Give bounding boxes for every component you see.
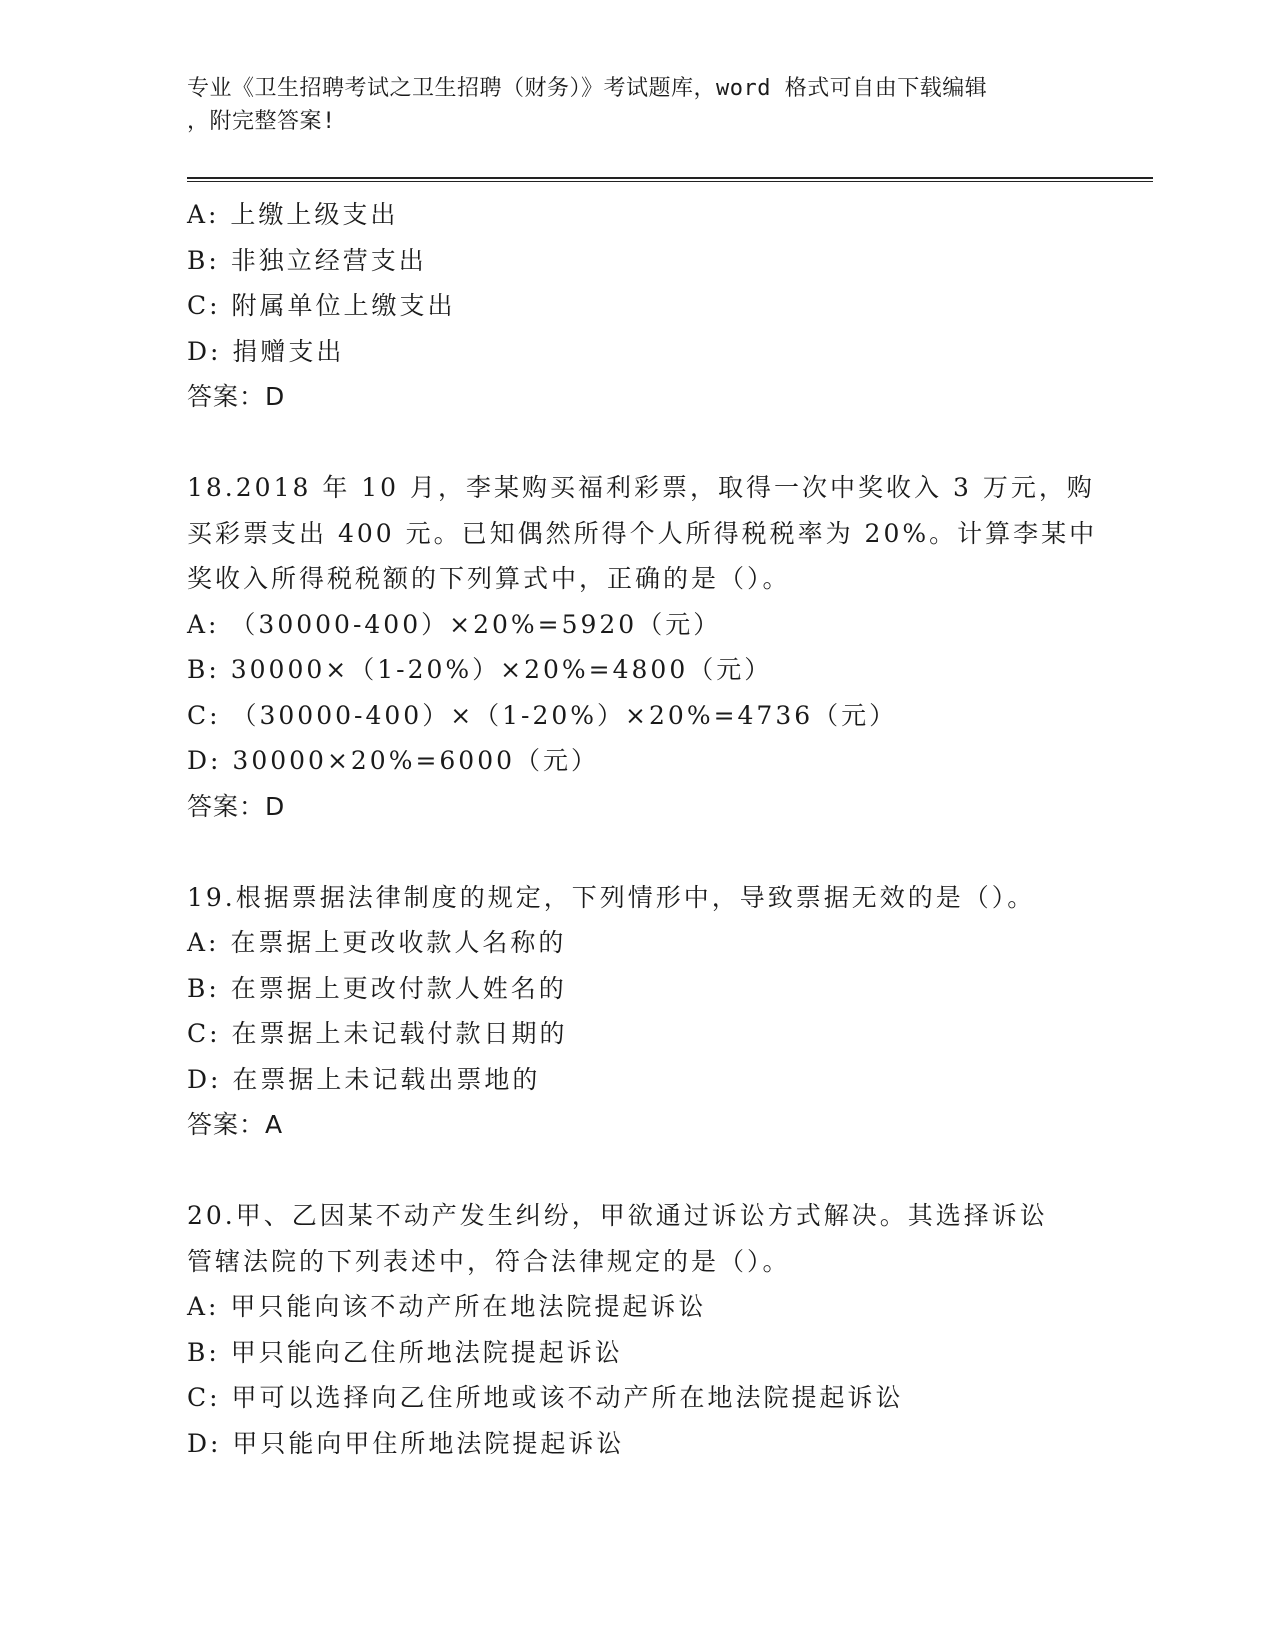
option-a: A: 甲只能向该不动产所在地法院提起诉讼	[187, 1292, 707, 1321]
header-rule-thick	[187, 177, 1153, 179]
answer: 答案：D	[187, 791, 286, 821]
question-stem-line: 奖收入所得税税额的下列算式中，正确的是（）。	[187, 564, 791, 593]
question-20	[187, 1193, 1087, 1466]
option-c: C: 甲可以选择向乙住所地或该不动产所在地法院提起诉讼	[187, 1383, 904, 1412]
header-rule-thin	[187, 181, 1153, 182]
question-17	[187, 192, 1087, 420]
option-b: B: 甲只能向乙住所地法院提起诉讼	[187, 1337, 623, 1367]
question-stem-line: 20.甲、乙因某不动产发生纠纷，甲欲通过诉讼方式解决。其选择诉讼	[187, 1201, 1048, 1230]
header-line-1: 专业《卫生招聘考试之卫生招聘（财务）》考试题库，word 格式可自由下载编辑	[187, 76, 988, 101]
option-c: C: 在票据上未记载付款日期的	[187, 1019, 568, 1048]
option-b: B: 在票据上更改付款人姓名的	[187, 973, 567, 1003]
option-c: C: 附属单位上缴支出	[187, 291, 456, 320]
header-line-2: ，附完整答案!	[187, 109, 336, 134]
option-b: B: 30000×（1-20%）×20%=4800（元）	[187, 655, 773, 684]
answer: 答案：A	[187, 1110, 284, 1139]
question-19	[187, 875, 1087, 1148]
question-stem-line: 买彩票支出 400 元。已知偶然所得个人所得税税率为 20%。计算李某中	[187, 518, 1098, 548]
question-18	[187, 465, 1098, 829]
answer: 答案：D	[187, 382, 286, 411]
option-d: D: 甲只能向甲住所地法院提起诉讼	[187, 1428, 625, 1458]
question-stem-line: 18.2018 年 10 月，李某购买福利彩票，取得一次中奖收入 3 万元，购	[187, 473, 1095, 502]
option-a: A: （30000-400）×20%=5920（元）	[187, 609, 722, 639]
option-c: C: （30000-400）×（1-20%）×20%=4736（元）	[187, 700, 898, 730]
option-a: A: 上缴上级支出	[187, 200, 399, 229]
option-a: A: 在票据上更改收款人名称的	[187, 928, 567, 957]
option-b: B: 非独立经营支出	[187, 245, 427, 275]
question-stem-line: 19.根据票据法律制度的规定，下列情形中，导致票据无效的是（）。	[187, 882, 1036, 912]
document-header	[187, 72, 1067, 138]
option-d: D: 捐赠支出	[187, 336, 345, 366]
option-d: D: 30000×20%=6000（元）	[187, 746, 600, 775]
question-list	[187, 192, 1098, 1466]
question-stem-line: 管辖法院的下列表述中，符合法律规定的是（）。	[187, 1246, 791, 1276]
option-d: D: 在票据上未记载出票地的	[187, 1064, 541, 1094]
